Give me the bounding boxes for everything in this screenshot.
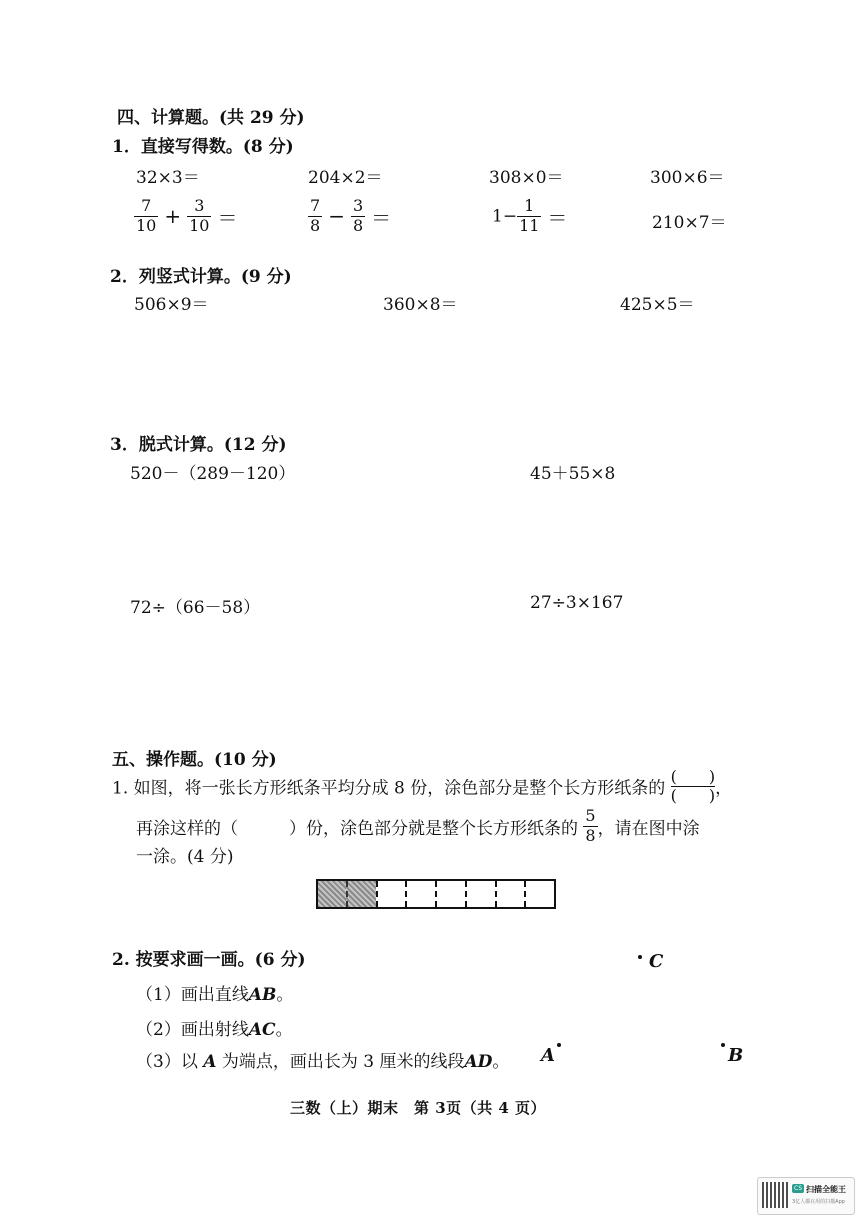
- q1-item-3: 308×0＝: [489, 168, 564, 188]
- point-c-dot[interactable]: [638, 955, 642, 959]
- op-q1-line-1: 1. 如图，将一张长方形纸条平均分成 8 份，涂色部分是整个长方形纸条的 ( ) ( ) ，: [112, 767, 733, 805]
- strip-cell-shaded[interactable]: [346, 881, 376, 907]
- fraction: $\frac{3}{10}$: [189, 196, 210, 235]
- op-q2-step-1: （1）画出直线AB。: [136, 985, 294, 1005]
- fraction: $\frac{3}{8}$: [352, 196, 364, 235]
- q3-item-3: 72÷（66－58）: [130, 598, 261, 618]
- fraction: $\frac{7}{10}$: [136, 196, 157, 235]
- fraction: $\frac{5}{8}$: [585, 806, 596, 845]
- point-a-dot[interactable]: [557, 1043, 561, 1047]
- q2-title: 2．列竖式计算。(9 分): [110, 267, 292, 287]
- q2-item-2: 360×8＝: [383, 295, 458, 315]
- strip-cell[interactable]: [495, 881, 525, 907]
- op-q1-line-3: 一涂。(4 分): [136, 847, 234, 867]
- section-4-title: 四、计算题。(共 29 分): [117, 108, 305, 128]
- q1-item-7: 1− $\frac{1}{11}$ ＝: [492, 196, 568, 235]
- strip-cell[interactable]: [524, 881, 554, 907]
- strip-cell[interactable]: [435, 881, 465, 907]
- strip-cell[interactable]: [376, 881, 406, 907]
- point-b-label: B: [728, 1045, 744, 1066]
- scanner-badge: [757, 1177, 855, 1215]
- q2-item-3: 425×5＝: [620, 295, 695, 315]
- q3-title: 3．脱式计算。(12 分): [110, 435, 287, 455]
- point-c-label: C: [649, 951, 664, 972]
- q3-item-4: 27÷3×167: [530, 593, 624, 613]
- q1-item-8: 210×7＝: [652, 213, 727, 233]
- page-footer: 三数（上）期末 第 3页（共 4 页）: [290, 1099, 547, 1117]
- paper-strip[interactable]: [316, 879, 556, 909]
- q1-item-5: $\frac{7}{10}$ + $\frac{3}{10}$ ＝: [136, 196, 238, 235]
- section-5-title: 五、操作题。(10 分): [112, 750, 277, 770]
- q1-item-2: 204×2＝: [308, 168, 383, 188]
- op-q1-line-2: 再涂这样的（ ）份，涂色部分就是整个长方形纸条的 $\frac{5}{8}$ ，请在图中涂: [136, 806, 700, 845]
- q3-item-2: 45＋55×8: [530, 464, 616, 484]
- blank-fraction: ( ) ( ): [670, 767, 716, 805]
- fraction: $\frac{7}{8}$: [310, 196, 321, 235]
- point-b-dot[interactable]: [721, 1043, 725, 1047]
- op-q2-step-2: （2）画出射线AC。: [136, 1020, 293, 1040]
- op-q2-title: 2. 按要求画一画。(6 分): [112, 950, 306, 970]
- badge-subtitle: 3亿人都在用的扫描App: [792, 1199, 845, 1205]
- fraction: $\frac{1}{11}$: [519, 196, 540, 235]
- strip-cell[interactable]: [405, 881, 435, 907]
- q1-title: 1．直接写得数。(8 分): [112, 137, 294, 157]
- app-logo-icon: CS: [794, 1185, 802, 1192]
- q1-item-4: 300×6＝: [650, 168, 725, 188]
- op-q2-step-3: （3）以 A 为端点，画出长为 3 厘米的线段AD。: [136, 1052, 510, 1072]
- q2-item-1: 506×9＝: [134, 295, 209, 315]
- q1-item-6: $\frac{7}{8}$ − $\frac{3}{8}$ ＝: [310, 196, 392, 235]
- qr-code-icon: [762, 1182, 788, 1208]
- badge-name: 扫描全能王: [806, 1185, 846, 1194]
- strip-cell-shaded[interactable]: [318, 881, 346, 907]
- point-a-label: A: [541, 1045, 555, 1066]
- strip-cell[interactable]: [465, 881, 495, 907]
- q3-item-1: 520－（289－120）: [130, 464, 296, 484]
- q1-item-1: 32×3＝: [136, 168, 200, 188]
